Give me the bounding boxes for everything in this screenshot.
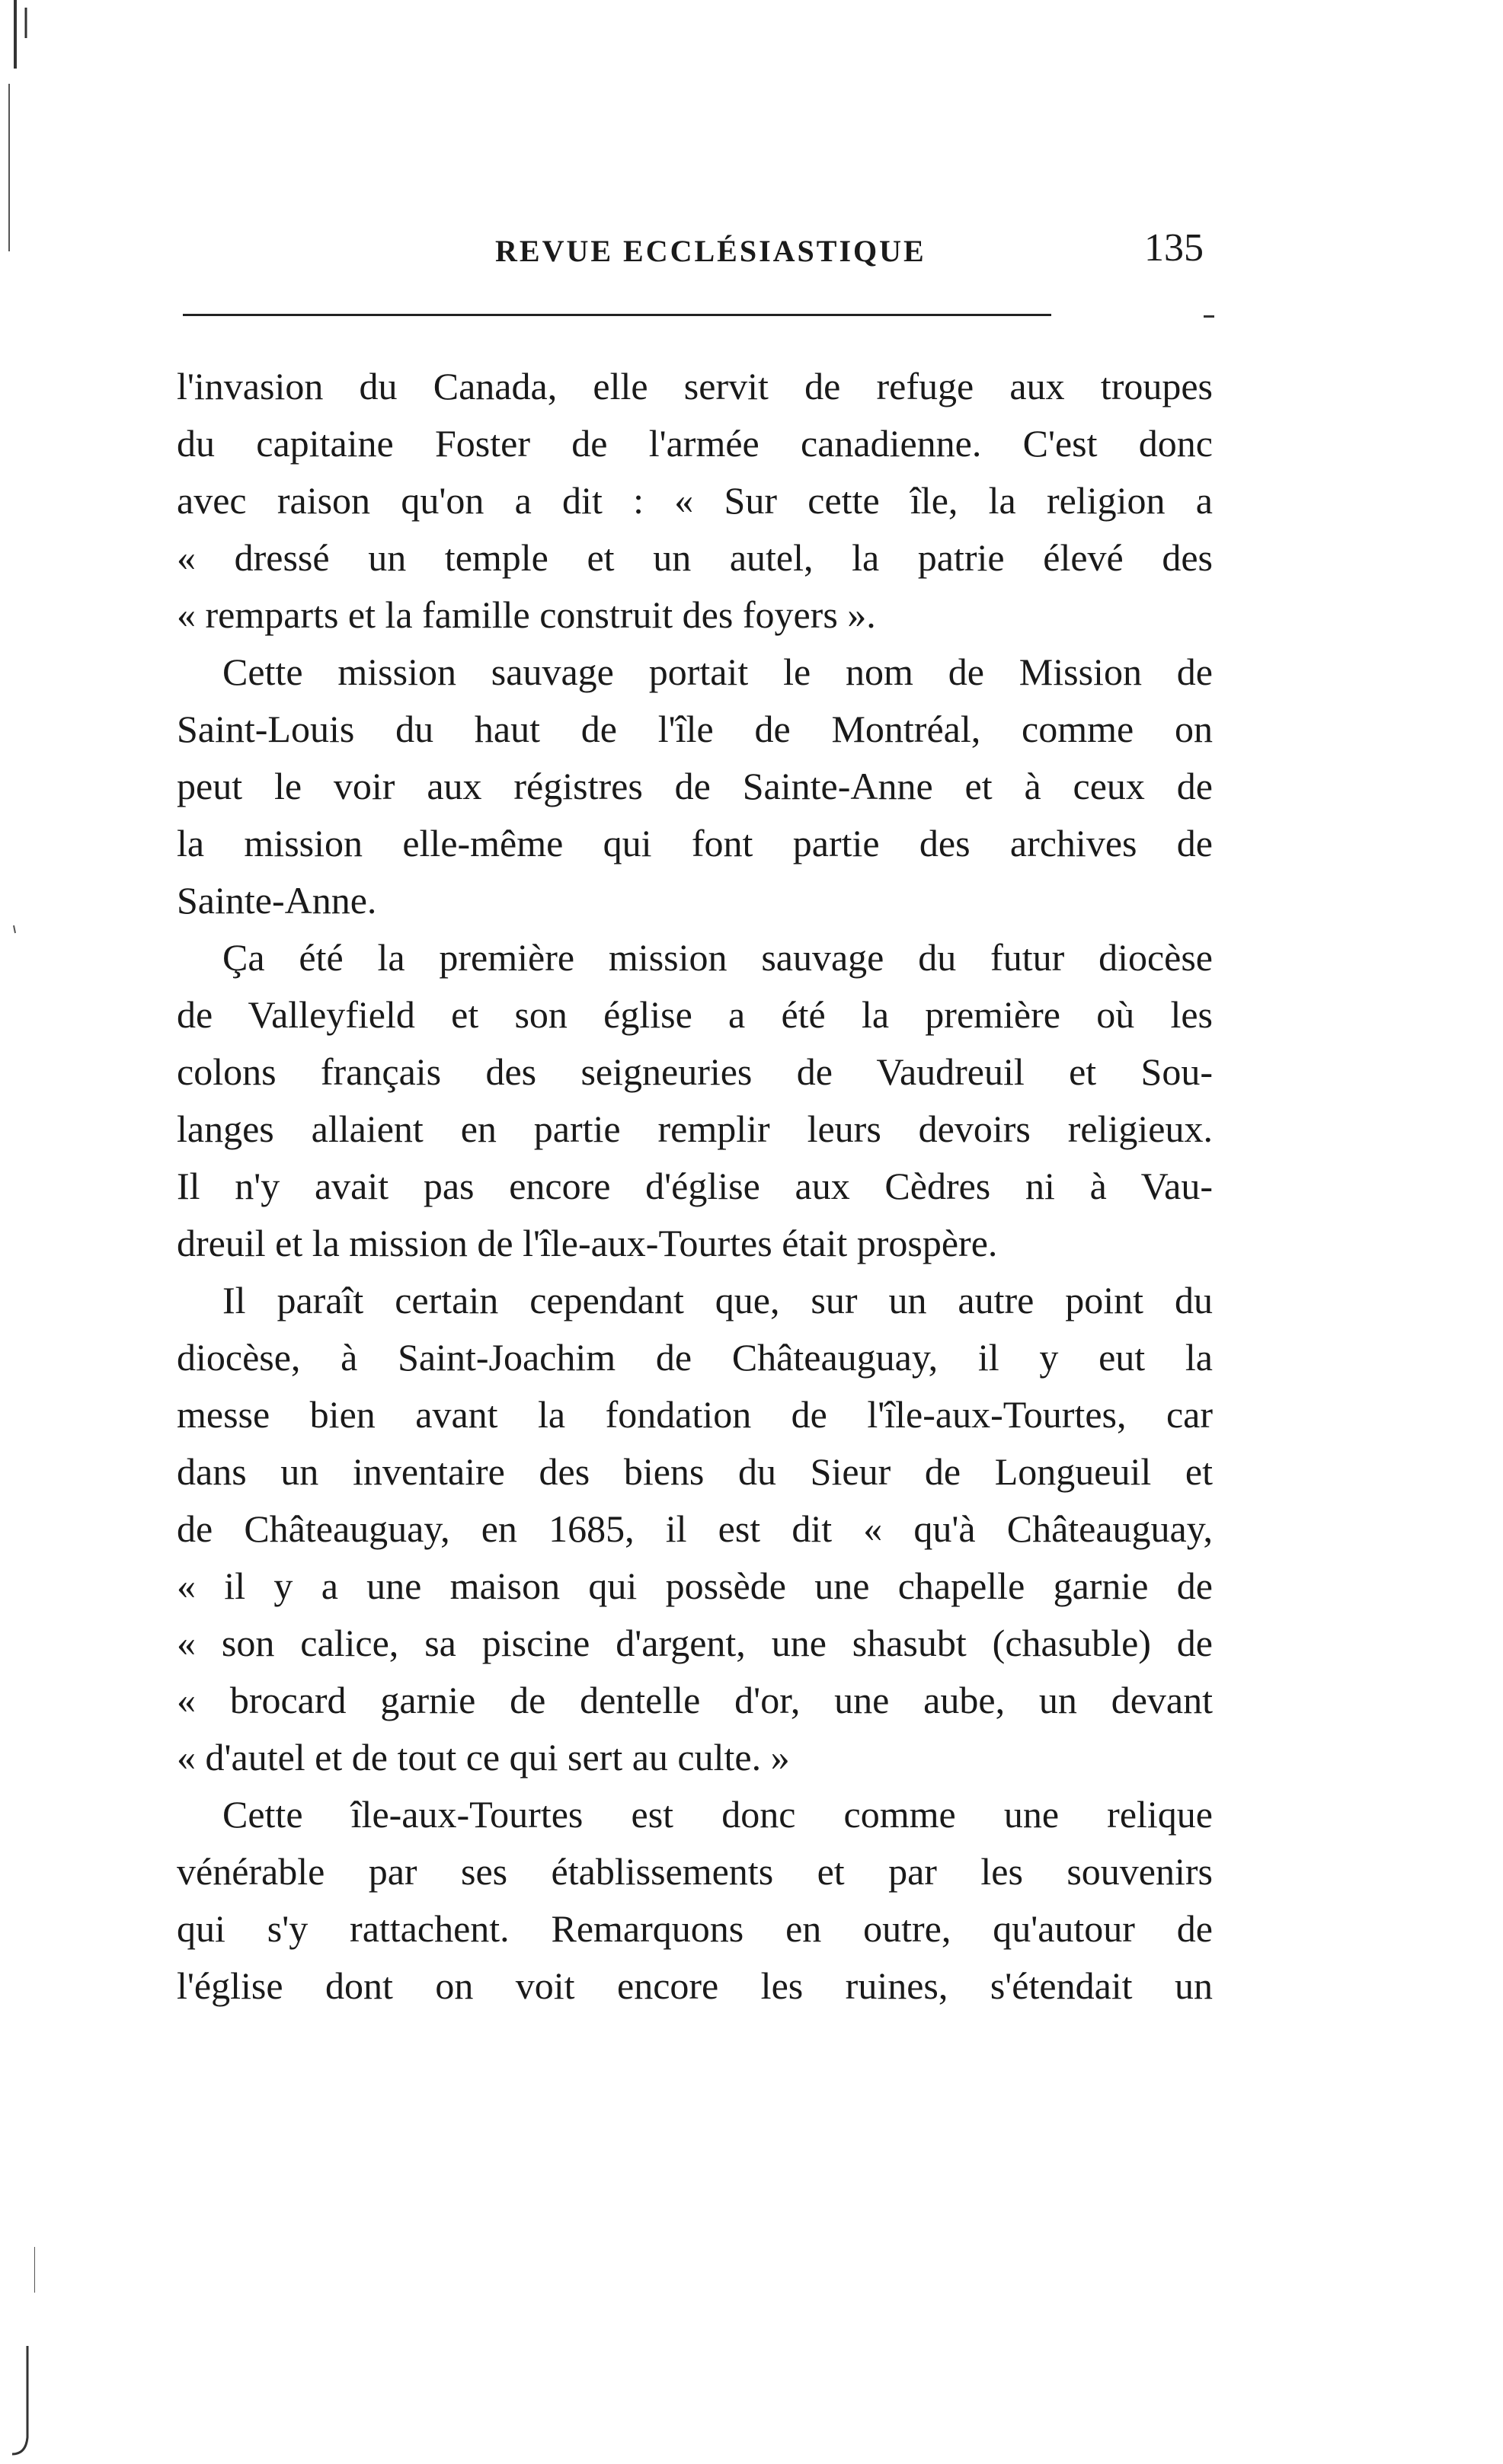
text-line: avec raison qu'on a dit : « Sur cette île, la religion a <box>177 479 1213 522</box>
edge-mark-strokes <box>5 0 35 2460</box>
header-rule <box>183 314 1051 316</box>
header-rule-tick <box>1204 315 1214 318</box>
text-line: Il n'y avait pas encore d'église aux Cèdres ni à Vau- <box>177 1165 1213 1207</box>
text-line: Cette mission sauvage portait le nom de Mission de <box>222 650 1213 693</box>
page-header <box>175 218 1219 302</box>
text-line: Saint-Louis du haut de l'île de Montréal, comme on <box>177 708 1213 750</box>
page-edge-marks <box>5 0 35 2460</box>
text-line: diocèse, à Saint-Joachim de Châteauguay, il y eut la <box>177 1336 1213 1379</box>
text-line: de Valleyfield et son église a été la première où les <box>177 993 1213 1036</box>
text-line: « son calice, sa piscine d'argent, une shasubt (chasuble) de <box>177 1622 1213 1664</box>
text-line: de Châteauguay, en 1685, il est dit « qu'à Châteauguay, <box>177 1507 1213 1550</box>
text-line: langes allaient en partie remplir leurs devoirs religieux. <box>177 1107 1213 1150</box>
text-line: « remparts et la famille construit des foyers ». <box>177 593 876 636</box>
text-line: la mission elle-même qui font partie des archives de <box>177 822 1213 864</box>
text-line: « il y a une maison qui possède une chapelle garnie de <box>177 1564 1213 1607</box>
text-line: Ça été la première mission sauvage du futur diocèse <box>222 936 1213 979</box>
text-line: dans un inventaire des biens du Sieur de Longueuil et <box>177 1450 1213 1493</box>
page-number: 135 <box>1144 226 1204 270</box>
text-line: peut le voir aux régistres de Sainte-Anne et à ceux de <box>177 765 1213 807</box>
text-line: Cette île-aux-Tourtes est donc comme une relique <box>222 1793 1213 1836</box>
running-title: REVUE ECCLÉSIASTIQUE <box>495 234 926 268</box>
text-line: Il paraît certain cependant que, sur un autre point du <box>222 1279 1213 1321</box>
text-line: l'invasion du Canada, elle servit de refuge aux troupes <box>177 365 1213 407</box>
text-line: « dressé un temple et un autel, la patrie élevé des <box>177 536 1213 579</box>
text-line: dreuil et la mission de l'île-aux-Tourtes était prospère. <box>177 1222 998 1264</box>
text-line: Sainte-Anne. <box>177 879 377 922</box>
text-line: colons français des seigneuries de Vaudreuil et Sou- <box>177 1050 1213 1093</box>
text-line: l'église dont on voit encore les ruines, s'étendait un <box>177 1964 1213 2007</box>
body-text <box>177 358 1213 2015</box>
text-line: messe bien avant la fondation de l'île-aux-Tourtes, car <box>177 1393 1213 1436</box>
text-line: « d'autel et de tout ce qui sert au culte. » <box>177 1736 790 1778</box>
text-line: vénérable par ses établissements et par les souvenirs <box>177 1850 1213 1893</box>
text-line: « brocard garnie de dentelle d'or, une aube, un devant <box>177 1679 1213 1721</box>
text-line: qui s'y rattachent. Remarquons en outre, qu'autour de <box>177 1907 1213 1950</box>
text-line: du capitaine Foster de l'armée canadienne. C'est donc <box>177 422 1213 465</box>
